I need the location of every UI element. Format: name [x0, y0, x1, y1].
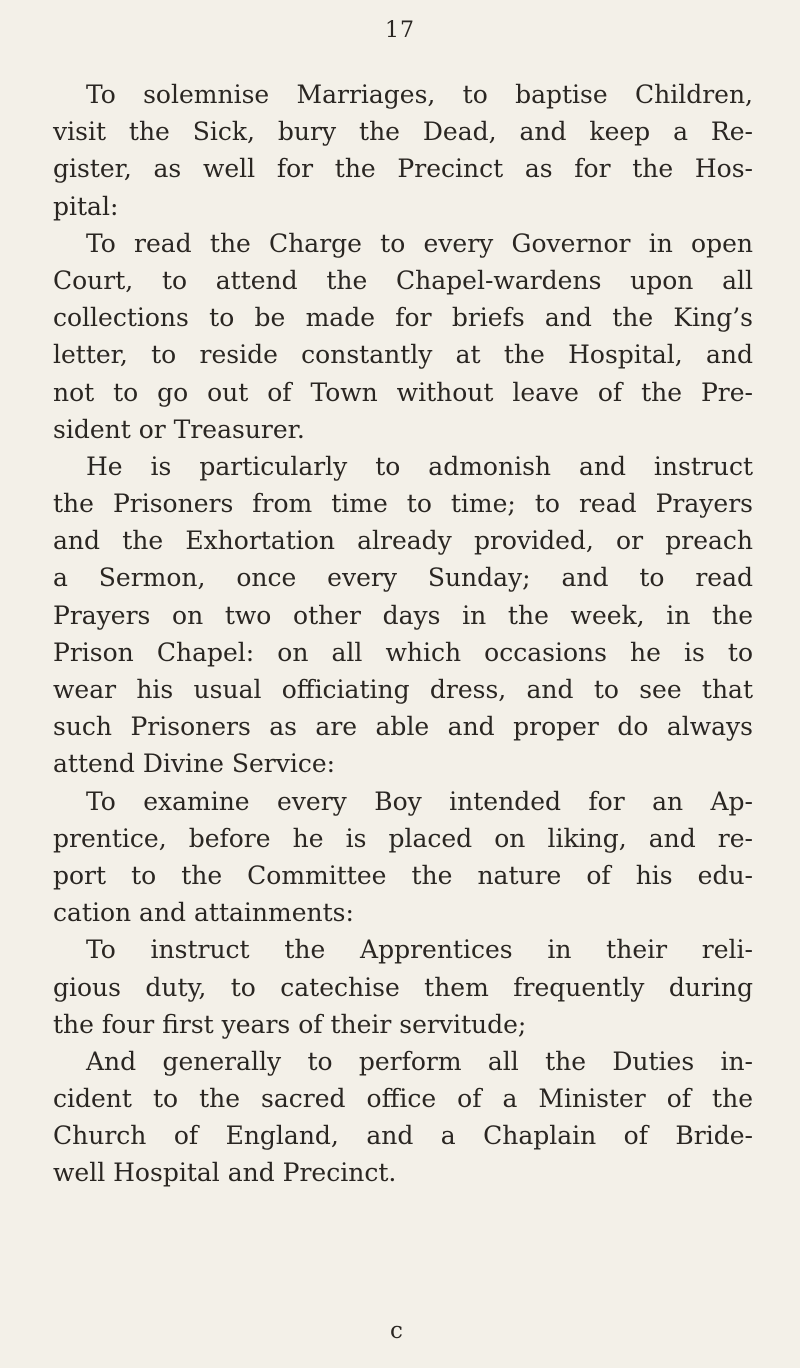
text-line: To instruct the Apprentices in their reli- — [86, 935, 753, 965]
text-line: visit the Sick, bury the Dead, and keep a Re- — [53, 117, 753, 147]
text-line: letter, to reside constantly at the Hospital, and — [53, 340, 753, 370]
catchword: c — [390, 1318, 403, 1344]
text-line: Court, to attend the Chapel-wardens upon all — [53, 265, 753, 295]
text-line: prentice, before he is placed on liking, and re- — [53, 823, 753, 853]
text-line: and the Exhortation already provided, or preach — [53, 526, 753, 556]
text-line: To solemnise Marriages, to baptise Children, — [86, 80, 753, 109]
text-line: not to go out of Town without leave of the Pre- — [53, 377, 753, 407]
text-line: the Prisoners from time to time; to read Prayers — [53, 489, 753, 519]
text-line: the four first years of their servitude; — [53, 1009, 527, 1039]
text-line: Prison Chapel: on all which occasions he is to — [53, 637, 753, 667]
text-line: a Sermon, once every Sunday; and to read — [53, 563, 753, 593]
text-line: collections to be made for briefs and the King’s — [53, 303, 753, 333]
text-line: To read the Charge to every Governor in open — [86, 228, 753, 258]
text-line: wear his usual officiating dress, and to see that — [53, 675, 753, 704]
text-line: cident to the sacred office of a Minister of the — [53, 1084, 753, 1114]
page-number: 17 — [385, 18, 415, 43]
text-line: such Prisoners as are able and proper do always — [53, 712, 753, 742]
text-line: Church of England, and a Chaplain of Bride- — [53, 1121, 753, 1151]
text-line: attend Divine Service: — [53, 749, 336, 779]
text-line: port to the Committee the nature of his edu- — [53, 860, 753, 890]
text-line: To examine every Boy intended for an Ap- — [86, 786, 753, 816]
text-line: And generally to perform all the Duties in- — [86, 1046, 753, 1076]
text-line: cation and attainments: — [53, 898, 354, 928]
text-line: gious duty, to catechise them frequently during — [53, 972, 753, 1002]
text-line: He is particularly to admonish and instruct — [86, 451, 753, 481]
text-line: pital: — [53, 191, 119, 221]
body-text — [53, 76, 753, 1192]
text-line: Prayers on two other days in the week, in the — [53, 600, 753, 630]
text-line: gister, as well for the Precinct as for the Hos- — [53, 154, 753, 184]
text-line: well Hospital and Precinct. — [53, 1158, 397, 1188]
text-line: sident or Treasurer. — [53, 414, 305, 444]
